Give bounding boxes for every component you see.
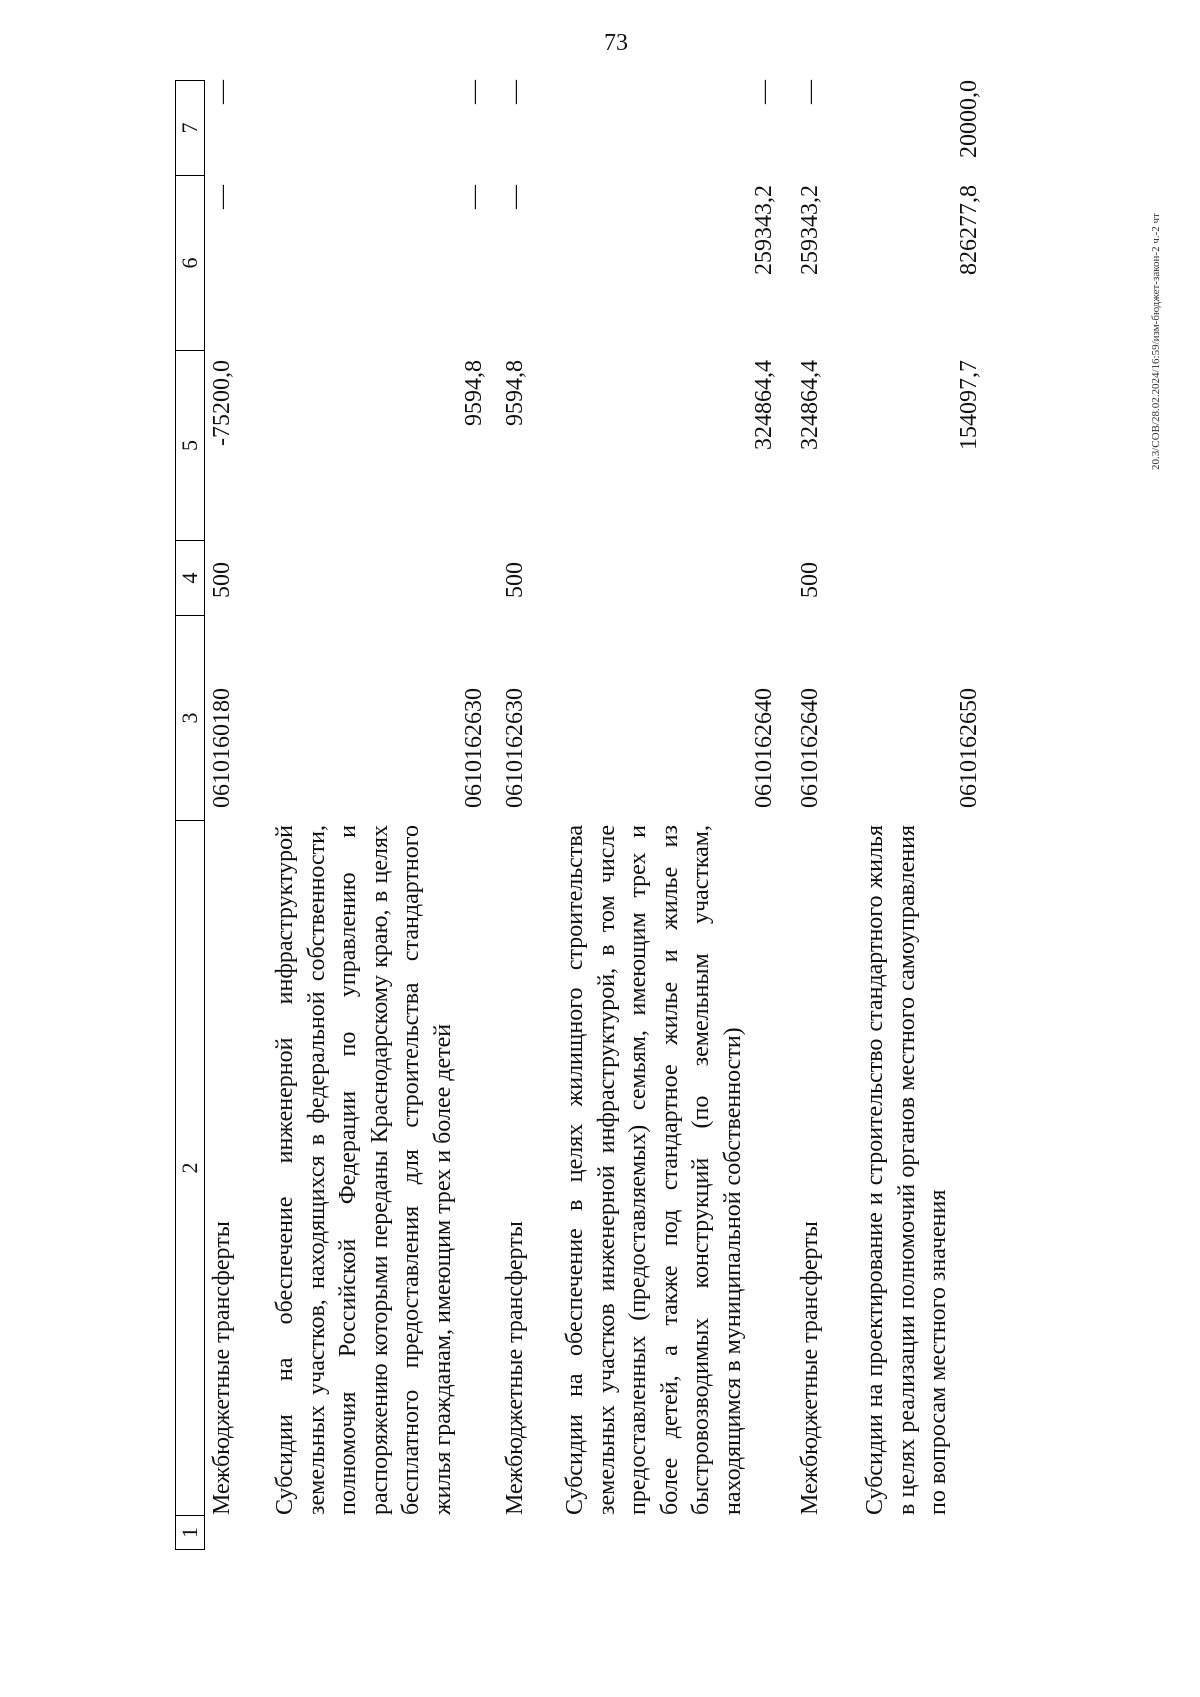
row-value-5: 324864,4 (751, 360, 777, 450)
table-row (560, 80, 780, 1550)
rotated-table (175, 80, 1125, 1550)
row-value-5: 9594,8 (502, 360, 528, 426)
row-value-5: 324864,4 (797, 360, 823, 450)
row-value-7: — (209, 80, 235, 104)
col-header-7: 7 (175, 80, 205, 175)
table-row (270, 80, 490, 1550)
row-value-7: — (751, 80, 777, 104)
row-name: Субсидии на проектирование и строительство стандартного жилья в целях реализации полномочий органов местного самоуправления по вопросам местного значения (862, 825, 951, 1515)
row-value-7: — (797, 80, 823, 104)
col-header-5: 5 (175, 350, 205, 540)
row-value-7: 20000,0 (956, 80, 982, 158)
col-header-1: 1 (175, 1515, 205, 1550)
table-row (860, 80, 990, 1550)
row-value-6: 826277,8 (956, 185, 982, 275)
row-kind: 500 (797, 562, 823, 598)
col-header-2: 2 (175, 820, 205, 1515)
col-header-4: 4 (175, 540, 205, 615)
row-value-7: — (461, 80, 487, 104)
page-number: 73 (604, 30, 628, 56)
document-code: 20.3/СОВ/28.02.2024/16:59/изм-бюджет-закон-2 ч.-2 чт (1150, 213, 1162, 470)
row-code: 0610162630 (461, 688, 487, 808)
row-value-7: — (502, 80, 528, 104)
row-value-6: — (502, 185, 528, 209)
row-name: Субсидии на обеспечение в целях жилищного строительства земельных участков инженерной инфраструктурой, в том числе предоставленных (предоставляемых) семьям, имеющим трех и более детей, а также под стандартное жилье и жилье из быстровозводимых конструкций (по земельным участкам, находящимся в муниципальной собственности) (562, 825, 746, 1515)
row-code: 0610160180 (209, 688, 235, 808)
row-kind: 500 (502, 562, 528, 598)
row-value-6: 259343,2 (751, 185, 777, 275)
col-header-6: 6 (175, 175, 205, 350)
row-value-6: — (461, 185, 487, 209)
row-value-5: -75200,0 (209, 360, 235, 446)
row-name: Субсидии на обеспечение инженерной инфраструктурой земельных участков, находящихся в федеральной собственности, полномочия Российской Федерации по управлению и распоряжению которыми переданы Краснодарскому краю, в целях бесплатного предоставления для строительства стандартного жилья гражданам, имеющим трех и более детей (272, 825, 456, 1515)
row-value-6: 259343,2 (797, 185, 823, 275)
row-kind: 500 (209, 562, 235, 598)
row-name: Межбюджетные трансферты (797, 1221, 823, 1515)
row-code: 0610162640 (751, 688, 777, 808)
row-name: Межбюджетные трансферты (502, 1221, 528, 1515)
row-value-5: 9594,8 (461, 360, 487, 426)
row-value-6: — (209, 185, 235, 209)
col-header-3: 3 (175, 615, 205, 820)
row-code: 0610162650 (956, 688, 982, 808)
row-value-5: 154097,7 (956, 360, 982, 450)
row-name: Межбюджетные трансферты (209, 1221, 235, 1515)
row-code: 0610162630 (502, 688, 528, 808)
row-code: 0610162640 (797, 688, 823, 808)
